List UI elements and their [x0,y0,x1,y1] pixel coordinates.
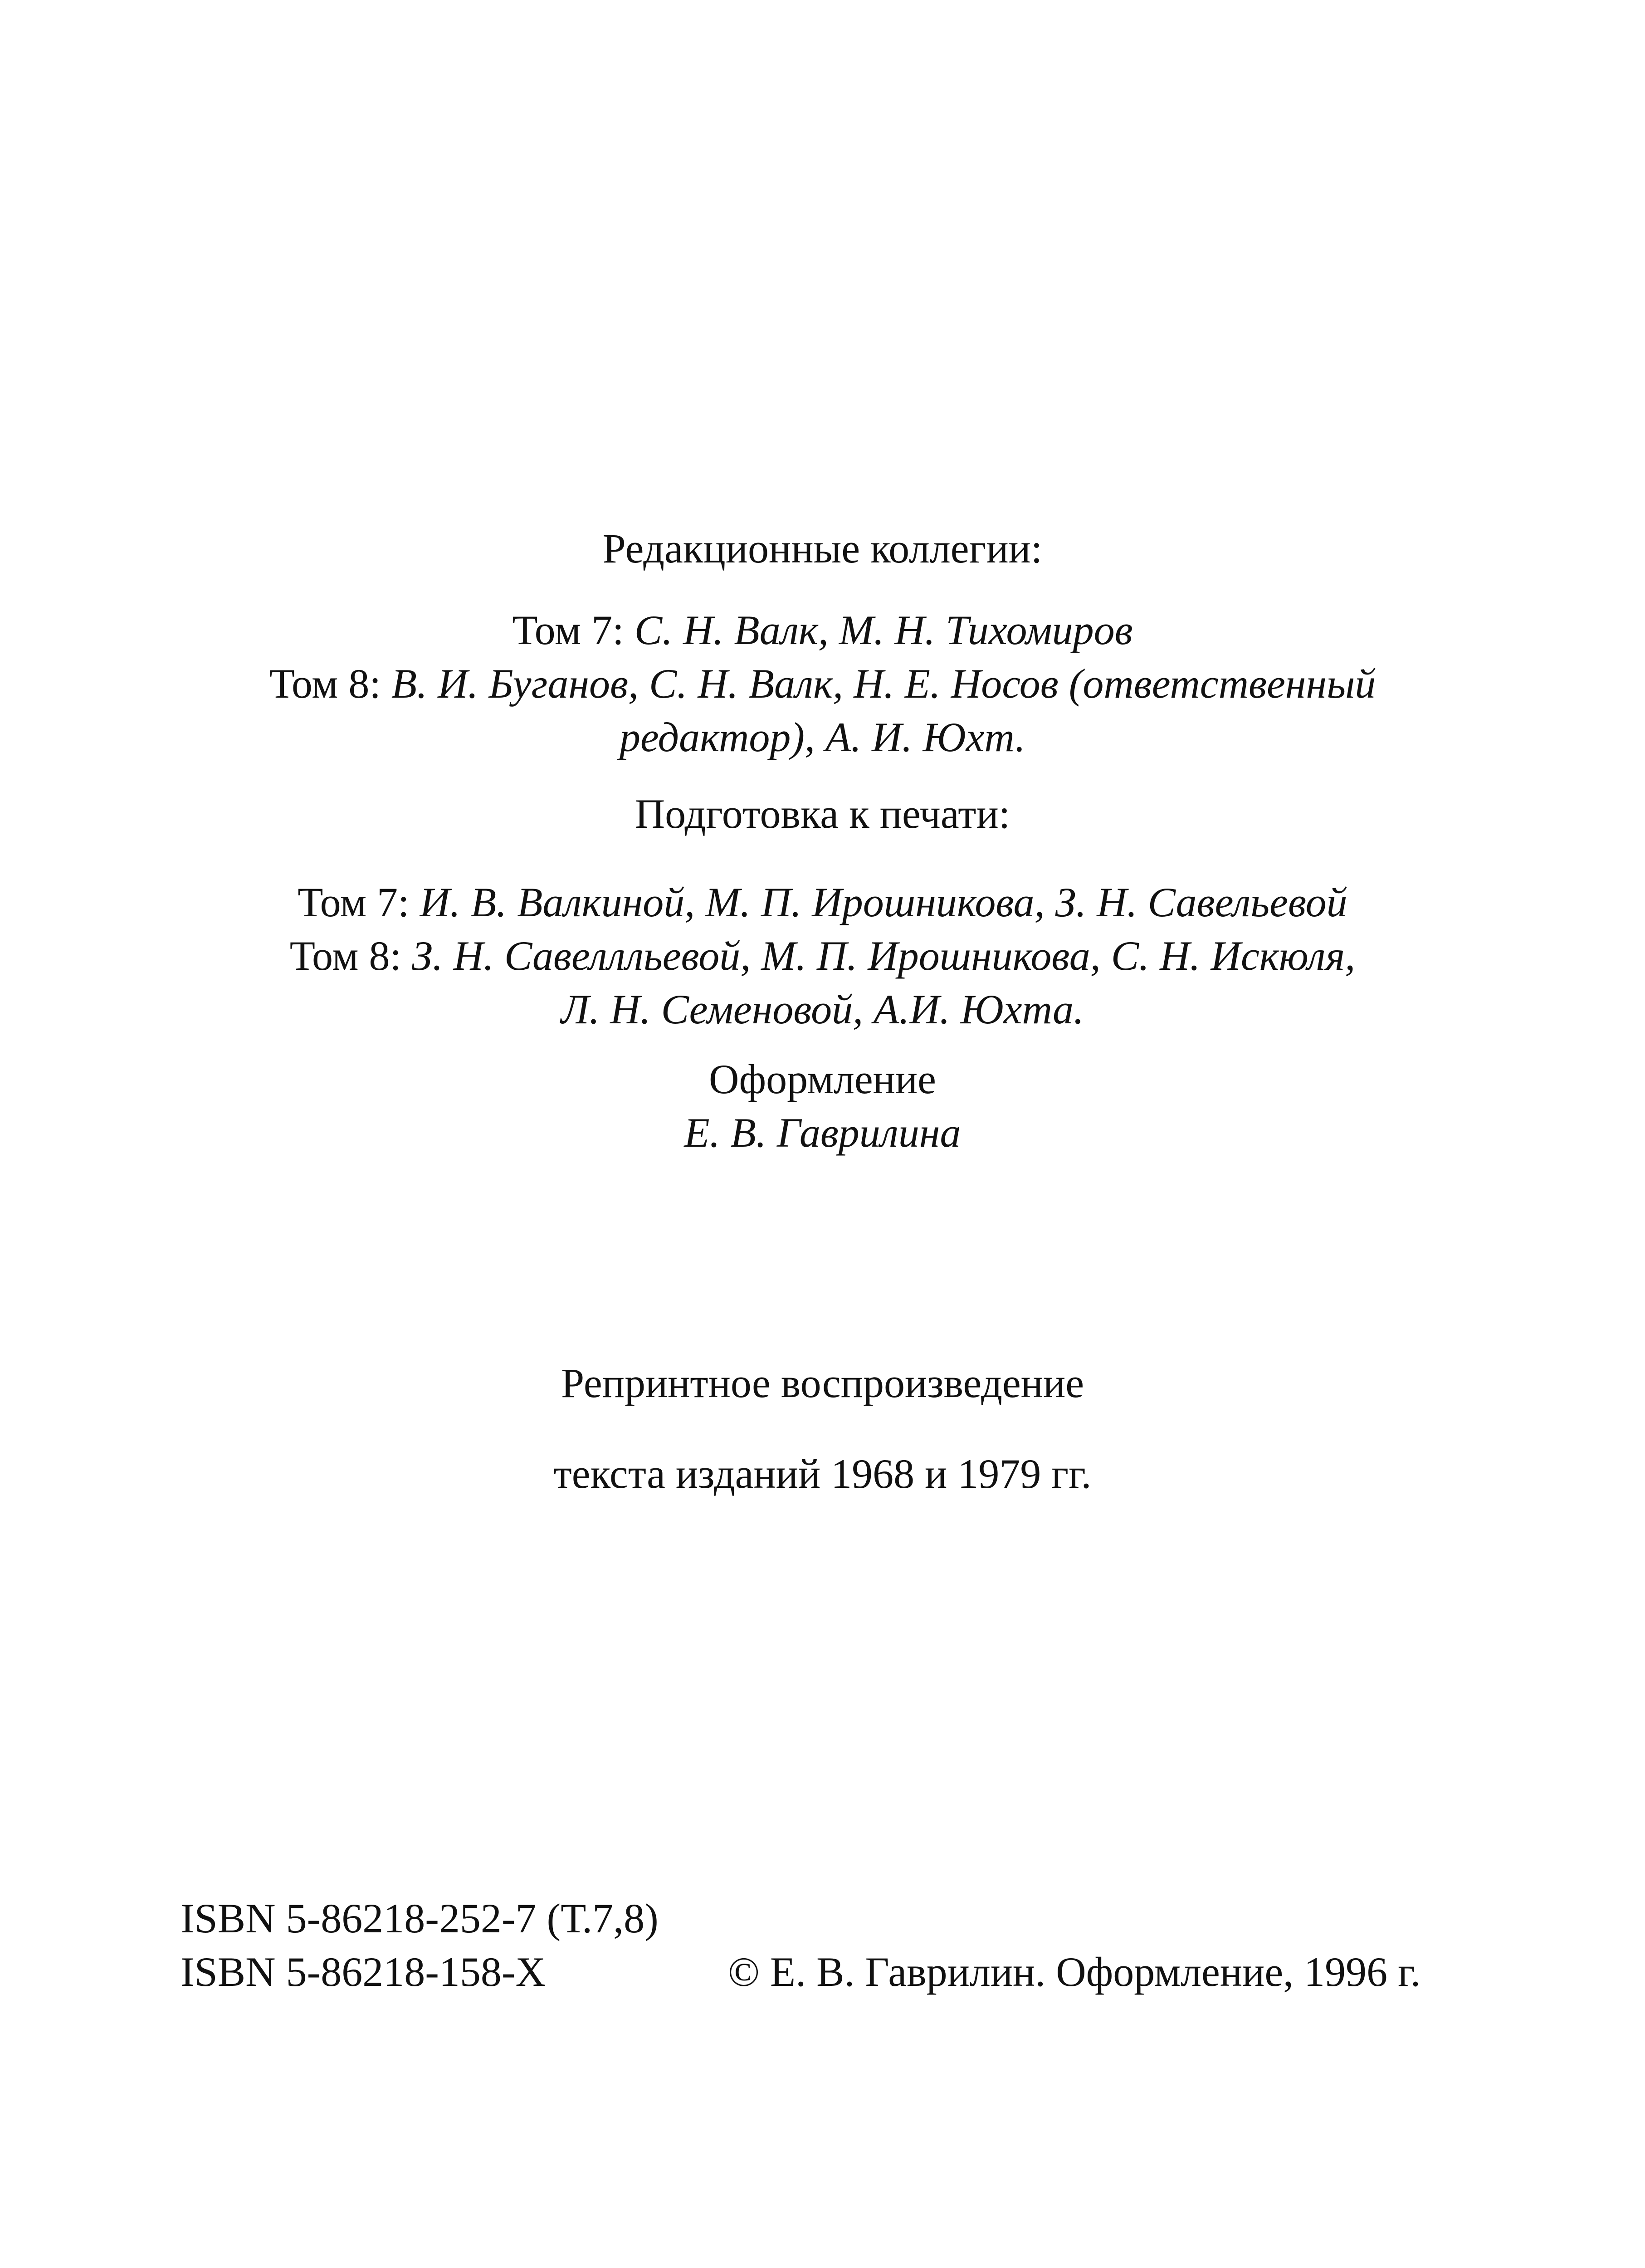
editorial-vol8-line [0,657,1645,710]
reprint-years-note [0,1447,1645,1501]
preparation-heading-text: Подготовка к печати: [635,791,1010,837]
editorial-vol8-names-line2: редактор), А. И. Юхт. [620,714,1025,760]
preparation-heading [0,787,1645,841]
isbn-line1: ISBN 5-86218-252-7 (Т.7,8) [181,1895,659,1941]
editorial-boards-list [0,603,1645,764]
editorial-boards-heading [0,522,1645,575]
isbn-line2: ISBN 5-86218-158-Х [181,1949,546,1995]
isbn-block [181,1892,659,1999]
preparation-list [0,875,1645,1036]
editorial-boards-heading-text: Редакционные коллегии: [602,525,1043,572]
reprint-line1: Репринтное воспроизведение [561,1360,1084,1406]
design-credit [0,1052,1645,1159]
preparation-vol7-label: Том 7: [298,879,410,925]
design-heading: Оформление [709,1056,936,1102]
copyright-text: © Е. В. Гаврилин. Оформление, 1996 г. [728,1949,1421,1995]
reprint-line2: текста изданий 1968 и 1979 гг. [553,1451,1092,1497]
reprint-note [0,1356,1645,1410]
preparation-vol8-names-line1: З. Н. Савеллльевой, М. П. Ирошникова, С. Н. Искюля, [412,933,1356,979]
editorial-vol8-label: Том 8: [269,660,381,707]
editorial-vol7-line [0,603,1645,657]
copyright-notice [728,1945,1421,1999]
preparation-vol8-label: Том 8: [289,933,402,979]
preparation-vol7-names: И. В. Валкиной, М. П. Ирошникова, З. Н. Савельевой [420,879,1347,925]
preparation-vol8-names-line2: Л. Н. Семеновой, А.И. Юхта. [561,986,1084,1032]
editorial-vol8-names-line1: В. И. Буганов, С. Н. Валк, Н. Е. Носов (ответственный [391,660,1376,707]
design-name: Е. В. Гаврилина [684,1110,961,1156]
preparation-vol8-line [0,929,1645,982]
preparation-vol7-line [0,875,1645,929]
editorial-vol7-label: Том 7: [512,607,624,653]
editorial-vol7-names: С. Н. Валк, М. Н. Тихомиров [634,607,1133,653]
